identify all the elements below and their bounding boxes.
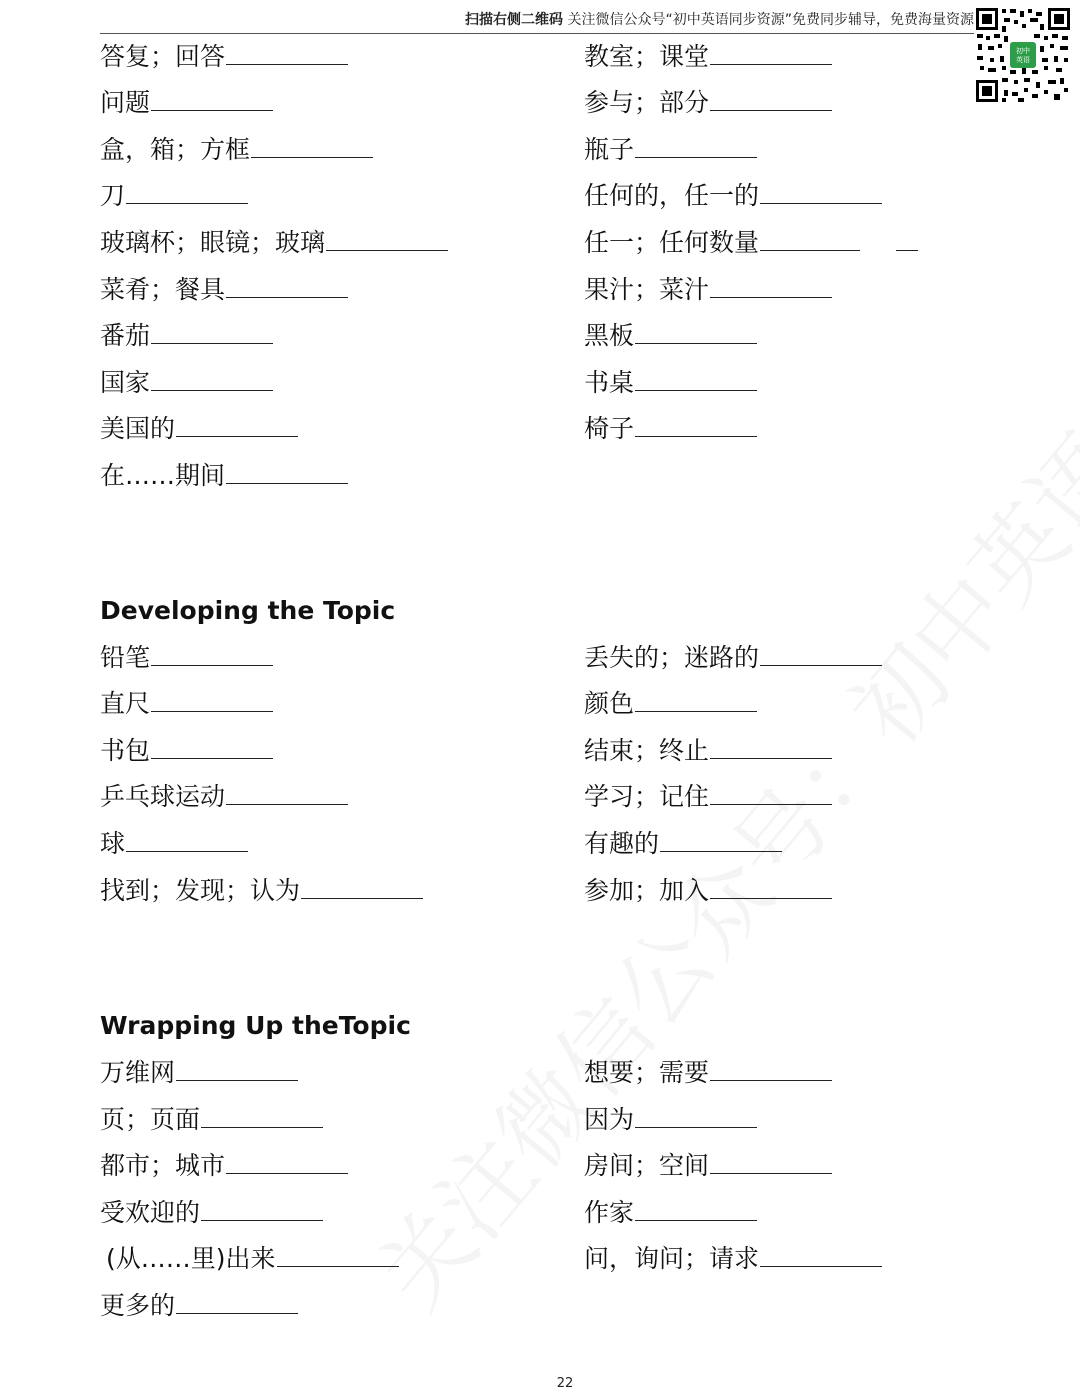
vocab-item <box>100 321 273 351</box>
answer-blank[interactable] <box>201 1107 323 1128</box>
answer-blank[interactable] <box>635 1107 757 1128</box>
vocab-label: 因为 <box>584 1105 635 1134</box>
vocab-label: 房间；空间 <box>584 1151 710 1180</box>
answer-blank[interactable] <box>760 230 860 251</box>
answer-blank[interactable] <box>635 691 757 712</box>
page-number: 22 <box>556 1376 574 1391</box>
vocab-label: 国家 <box>100 368 151 397</box>
vocab-item <box>100 228 448 258</box>
vocab-label: 结束；终止 <box>584 736 710 765</box>
answer-blank[interactable] <box>710 1060 832 1081</box>
answer-blank[interactable] <box>635 1200 757 1221</box>
answer-blank[interactable] <box>660 831 782 852</box>
vocab-item <box>100 368 273 398</box>
vocab-item <box>584 1244 882 1274</box>
vocab-label: 任一；任何数量 <box>584 228 760 257</box>
vocab-label: 都市；城市 <box>100 1151 226 1180</box>
vocab-item <box>584 643 882 673</box>
vocab-item <box>100 782 348 812</box>
vocab-item <box>100 275 348 305</box>
answer-blank[interactable] <box>301 878 423 899</box>
answer-blank-extra <box>896 230 918 251</box>
answer-blank[interactable] <box>151 691 273 712</box>
answer-blank[interactable] <box>710 1153 832 1174</box>
vocab-item <box>100 181 248 211</box>
vocab-item <box>584 782 832 812</box>
answer-blank[interactable] <box>176 416 298 437</box>
vocab-item <box>584 1058 832 1088</box>
answer-blank[interactable] <box>635 323 757 344</box>
vocab-label: 问，询问；请求 <box>584 1244 760 1273</box>
answer-blank[interactable] <box>760 183 882 204</box>
vocab-label: 黑板 <box>584 321 635 350</box>
vocab-item <box>584 42 832 72</box>
vocab-label: 页；页面 <box>100 1105 201 1134</box>
vocab-label: 球 <box>100 829 126 858</box>
vocab-label: 果汁；菜汁 <box>584 275 710 304</box>
vocab-item <box>106 1244 399 1274</box>
vocab-label: 参加；加入 <box>584 876 710 905</box>
vocab-label: 教室；课堂 <box>584 42 710 71</box>
answer-blank[interactable] <box>151 645 273 666</box>
vocab-item <box>584 1151 832 1181</box>
vocab-label: 菜肴；餐具 <box>100 275 226 304</box>
vocab-label: 书包 <box>100 736 151 765</box>
vocab-label: 乒乓球运动 <box>100 782 226 811</box>
vocab-item <box>584 1198 757 1228</box>
vocab-label: 问题 <box>100 88 151 117</box>
vocab-item <box>584 181 882 211</box>
answer-blank[interactable] <box>176 1293 298 1314</box>
vocab-label: 刀 <box>100 181 126 210</box>
answer-blank[interactable] <box>277 1246 399 1267</box>
vocab-label: 在……期间 <box>100 461 226 490</box>
answer-blank[interactable] <box>151 90 273 111</box>
vocab-label: 想要；需要 <box>584 1058 710 1087</box>
vocab-item <box>584 689 757 719</box>
vocab-item <box>584 829 782 859</box>
vocab-label: 有趣的 <box>584 829 660 858</box>
vocab-label: 学习；记住 <box>584 782 710 811</box>
vocab-label: 任何的，任一的 <box>584 181 760 210</box>
vocab-item <box>584 368 757 398</box>
vocab-label: 丢失的；迷路的 <box>584 643 760 672</box>
answer-blank[interactable] <box>710 784 832 805</box>
vocab-label: 找到；发现；认为 <box>100 876 301 905</box>
answer-blank[interactable] <box>201 1200 323 1221</box>
vocab-label: 作家 <box>584 1198 635 1227</box>
answer-blank[interactable] <box>151 738 273 759</box>
answer-blank[interactable] <box>126 831 248 852</box>
vocab-label: 番茄 <box>100 321 151 350</box>
vocab-label: 盒，箱；方框 <box>100 135 251 164</box>
header-bold-text: 扫描右侧二维码 <box>465 12 564 28</box>
vocab-label: 更多的 <box>100 1291 176 1320</box>
answer-blank[interactable] <box>710 878 832 899</box>
vocab-item <box>584 275 832 305</box>
page-header <box>100 0 980 34</box>
answer-blank[interactable] <box>760 1246 882 1267</box>
answer-blank[interactable] <box>635 416 757 437</box>
qr-center-text-1: 初中 <box>1016 47 1030 55</box>
answer-blank[interactable] <box>710 90 832 111</box>
answer-blank[interactable] <box>126 183 248 204</box>
vocab-item <box>100 135 373 165</box>
answer-blank[interactable] <box>226 44 348 65</box>
vocab-item <box>100 414 298 444</box>
vocab-item <box>584 876 832 906</box>
answer-blank[interactable] <box>760 645 882 666</box>
answer-blank[interactable] <box>635 137 757 158</box>
vocab-item <box>100 876 423 906</box>
vocab-label: 直尺 <box>100 689 151 718</box>
vocab-item <box>584 88 832 118</box>
answer-blank[interactable] <box>151 323 273 344</box>
header-body-text: 关注微信公众号“初中英语同步资源”免费同步辅导，免费海量资源 <box>567 12 974 28</box>
vocab-label: 参与；部分 <box>584 88 710 117</box>
vocab-item <box>100 829 248 859</box>
answer-blank[interactable] <box>710 738 832 759</box>
vocab-item <box>100 1105 323 1135</box>
answer-blank[interactable] <box>710 44 832 65</box>
vocab-item <box>100 1198 323 1228</box>
vocab-item <box>584 736 832 766</box>
vocab-item <box>100 1291 298 1321</box>
vocab-item <box>100 1151 348 1181</box>
vocab-item <box>584 414 757 444</box>
header-text <box>465 9 974 29</box>
answer-blank[interactable] <box>326 230 448 251</box>
vocab-item <box>584 1105 757 1135</box>
vocab-item <box>100 88 273 118</box>
qr-code-icon <box>974 6 1072 104</box>
answer-blank[interactable] <box>151 370 273 391</box>
vocab-label: 万维网 <box>100 1058 176 1087</box>
vocab-label: (从……里)出来 <box>106 1244 276 1273</box>
vocab-item <box>100 461 348 491</box>
section-title-wrapping: Wrapping Up theTopic <box>100 1011 411 1040</box>
vocab-label: 书桌 <box>584 368 635 397</box>
answer-blank[interactable] <box>176 1060 298 1081</box>
vocab-label: 玻璃杯；眼镜；玻璃 <box>100 228 326 257</box>
answer-blank[interactable] <box>635 370 757 391</box>
vocab-item <box>100 42 348 72</box>
vocab-label: 美国的 <box>100 414 176 443</box>
vocab-item <box>584 321 757 351</box>
vocab-item <box>100 1058 298 1088</box>
answer-blank[interactable] <box>226 1153 348 1174</box>
answer-blank[interactable] <box>226 784 348 805</box>
vocab-item <box>584 135 757 165</box>
vocab-label: 椅子 <box>584 414 635 443</box>
vocab-item <box>100 689 273 719</box>
qr-center-text-2: 英语 <box>1016 56 1030 64</box>
vocab-item <box>100 736 273 766</box>
answer-blank[interactable] <box>226 277 348 298</box>
vocab-item <box>100 643 273 673</box>
vocab-label: 颜色 <box>584 689 635 718</box>
answer-blank[interactable] <box>226 463 348 484</box>
answer-blank[interactable] <box>251 137 373 158</box>
answer-blank[interactable] <box>710 277 832 298</box>
section-title-developing: Developing the Topic <box>100 596 396 625</box>
vocab-item <box>584 228 918 258</box>
vocab-label: 受欢迎的 <box>100 1198 201 1227</box>
vocab-label: 瓶子 <box>584 135 635 164</box>
vocab-label: 答复；回答 <box>100 42 226 71</box>
vocab-label: 铅笔 <box>100 643 151 672</box>
